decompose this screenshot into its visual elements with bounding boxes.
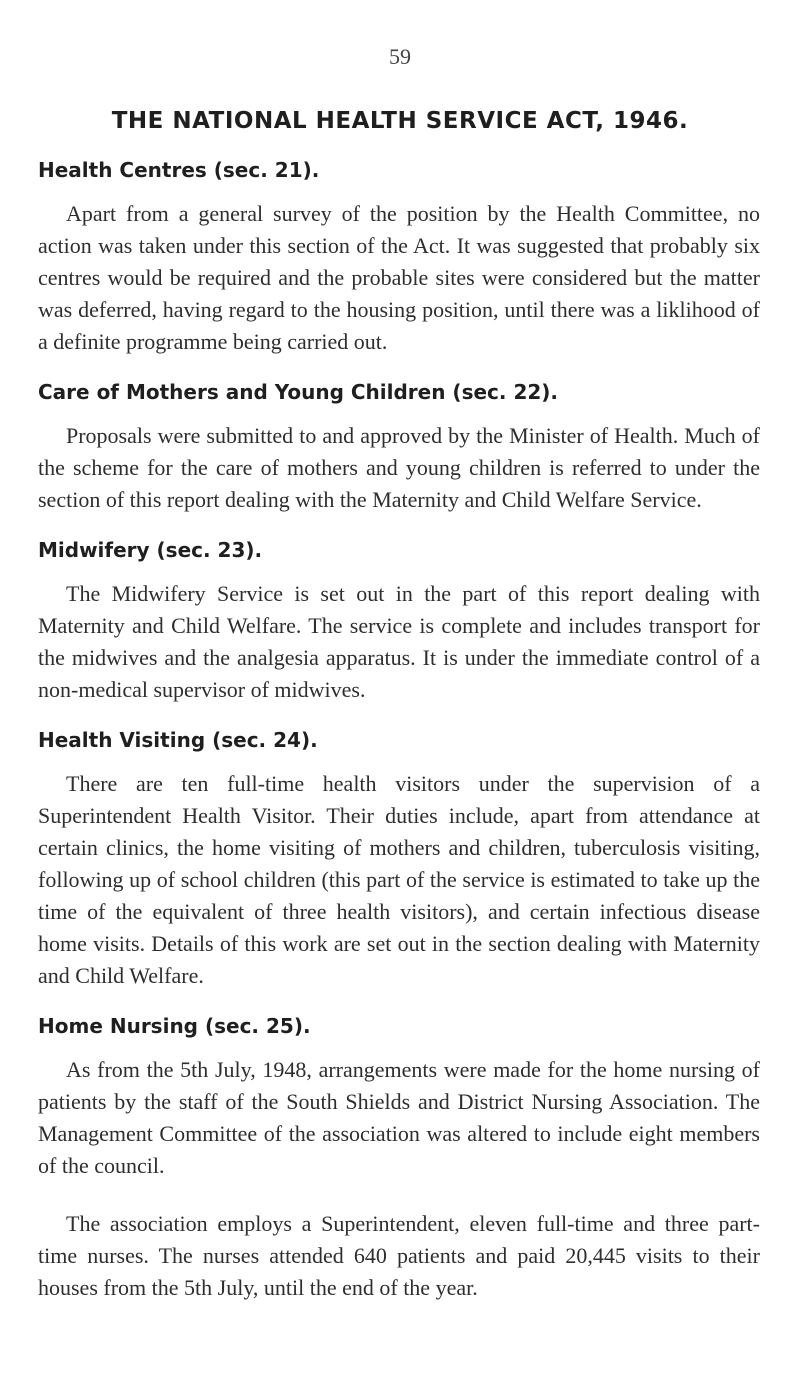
section-health-centres bbox=[38, 158, 760, 358]
section-heading: Care of Mothers and Young Children (sec. 22). bbox=[38, 380, 559, 404]
section-care-of-mothers bbox=[38, 380, 760, 516]
paragraph: The Midwifery Service is set out in the part of this report dealing with Maternity and Child Welfare. The service is complete and includes transport for the midwives and the analgesia apparatus. It is under the immediate control of a non-medical supervisor of midwives. bbox=[38, 581, 760, 702]
paragraph: Proposals were submitted to and approved by the Minister of Health. Much of the scheme for the care of mothers and young children is referred to under the section of this report dealing with the Maternity and Child Welfare Service. bbox=[38, 423, 760, 512]
section-home-nursing bbox=[38, 1014, 760, 1304]
section-health-visiting bbox=[38, 728, 760, 992]
section-heading: Home Nursing (sec. 25). bbox=[38, 1014, 311, 1038]
paragraph: There are ten full-time health visitors under the supervision of a Superintendent Health Visitor. Their duties include, apart from attendance at certain clinics, the home visiting of mothers and children, tuberculosis visiting, following up of school children (this part of the service is estimated to take up the time of the equivalent of three health visitors), and certain infectious disease home visits. Details of this work are set out in the section dealing with Maternity and Child Welfare. bbox=[38, 771, 760, 988]
page-title: THE NATIONAL HEALTH SERVICE ACT, 1946. bbox=[111, 108, 689, 134]
section-heading: Midwifery (sec. 23). bbox=[38, 538, 263, 562]
page-number: 59 bbox=[389, 44, 411, 69]
document-body bbox=[38, 158, 760, 1326]
paragraph: Apart from a general survey of the position by the Health Committee, no action was taken under this section of the Act. It was suggested that probably six centres would be required and the probable sites were considered but the matter was deferred, having regard to the housing position, until there was a liklihood of a definite programme being carried out. bbox=[38, 201, 760, 354]
paragraph: The association employs a Superintendent, eleven full-time and three part-time nurses. The nurses attended 640 patients and paid 20,445 visits to their houses from the 5th July, until the end of the year. bbox=[38, 1211, 760, 1300]
section-heading: Health Centres (sec. 21). bbox=[38, 158, 320, 182]
paragraph: As from the 5th July, 1948, arrangements were made for the home nursing of patients by the staff of the South Shields and District Nursing Association. The Management Committee of the association was altered to include eight members of the council. bbox=[38, 1057, 760, 1178]
section-midwifery bbox=[38, 538, 760, 706]
section-heading: Health Visiting (sec. 24). bbox=[38, 728, 318, 752]
